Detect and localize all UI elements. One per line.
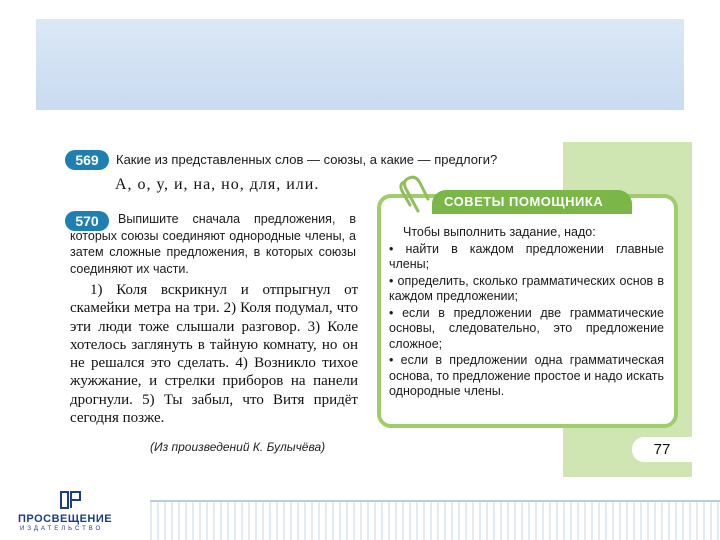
exercise-570-story-text: 1) Коля вскрикнул и отпрыгнул от скамейки метра на три. 2) Коля подумал, что эти люди тоже слышали разговор. 3) Коле хотелось заглянуть в тайную комнату, но он не решался это сделать. 4) Возникло тихое жужжание, и стрелки приборов на панели дрогнули. 5) Ты забыл, что Витя придёт сегодня позже. [70,282,358,427]
publisher-logo-text: ПРОСВЕЩЕНИЕ [18,513,113,525]
slide-title-box [36,19,684,110]
exercise-569-words: А, о, у, и, на, но, для, или. [115,176,320,193]
helper-title: СОВЕТЫ ПОМОЩНИКА [444,194,604,209]
exercise-569-question: Какие из представленных слов — союзы, а какие — предлоги? [116,152,498,167]
publisher-logo-icon [60,490,82,510]
exercise-570-badge: 570 [65,211,109,231]
helper-item: • найти в каждом предложении главные члены; [389,241,664,271]
exercise-570-story [70,281,358,427]
publisher-logo-subtext: ИЗДАТЕЛЬСТВО [20,526,104,532]
footer-line [150,500,720,502]
exercise-570-task [70,211,356,277]
helper-item: • определить, сколько грамматических основ в каждом предложении; [389,273,664,303]
page-number: 77 [632,437,692,462]
story-source: (Из произведений К. Булычёва) [150,440,326,454]
paperclip-icon [396,175,430,215]
exercise-570-task-text: Выпишите сначала предложения, в которых союзы соединяют однородные члены, а затем сложные предложения, в которых союзы соединяют их части. [70,212,356,276]
helper-item: • если в предложении одна грамматическая основа, то предложение простое и надо искать однородные члены. [389,353,664,398]
helper-intro: Чтобы выполнить задание, надо: [403,225,596,239]
helper-body [389,225,664,401]
exercise-569-badge: 569 [65,150,109,170]
helper-item: • если в предложении две грамматические основы, следовательно, это предложение сложное; [389,305,664,351]
footer-stripes [150,500,720,540]
